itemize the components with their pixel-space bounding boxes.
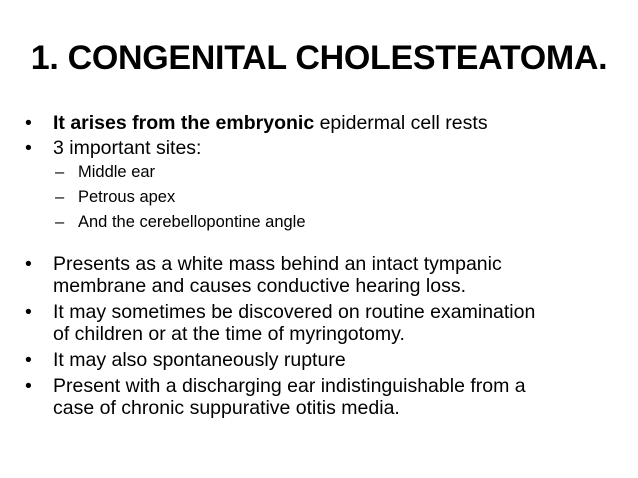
bullet-mark: •	[25, 112, 32, 134]
bullet-mark: •	[25, 301, 32, 323]
sub-bullet-mark: –	[55, 163, 65, 181]
sub-bullet-mark: –	[55, 188, 65, 206]
bullet-mark: •	[25, 137, 32, 159]
bullet-text: 3 important sites:	[53, 137, 202, 159]
slide-body	[22, 112, 622, 419]
sub-bullet-mark: –	[55, 213, 65, 231]
slide-title: 1. CONGENITAL CHOLESTEATOMA.	[30, 39, 608, 77]
sub-item-cerebellopontine-angle	[22, 211, 622, 233]
bullet-line-1: It may sometimes be discovered on routine examination	[53, 301, 536, 323]
sub-item-petrous-apex	[22, 186, 622, 208]
bullet-line-2: of children or at the time of myringotomy.	[53, 323, 405, 345]
bullet-line-1: Presents as a white mass behind an intact tympanic	[53, 253, 502, 275]
sub-item-text: Petrous apex	[78, 188, 176, 206]
bullet-routine-examination	[22, 301, 622, 345]
sub-item-middle-ear	[22, 161, 622, 183]
bullet-line-1: It may also spontaneously rupture	[53, 349, 346, 371]
bullet-line-2: membrane and causes conductive hearing loss.	[53, 275, 466, 297]
bullet-discharging-ear	[22, 375, 622, 419]
bullet-bold-text: It arises from the embryonic	[53, 112, 315, 134]
sub-item-text: And the cerebellopontine angle	[78, 213, 306, 231]
bullet-line-1: Present with a discharging ear indistinguishable from a	[53, 375, 526, 397]
bullet-line-2: case of chronic suppurative otitis media.	[53, 397, 400, 419]
bullet-mark: •	[25, 375, 32, 397]
bullet-embryonic-origin	[22, 112, 622, 134]
bullet-important-sites	[22, 137, 622, 159]
bullet-text: epidermal cell rests	[314, 112, 488, 134]
bullet-white-mass	[22, 253, 622, 297]
bullet-mark: •	[25, 253, 32, 275]
sub-item-text: Middle ear	[78, 163, 156, 181]
bullet-spontaneous-rupture	[22, 349, 622, 371]
bullet-mark: •	[25, 349, 32, 371]
